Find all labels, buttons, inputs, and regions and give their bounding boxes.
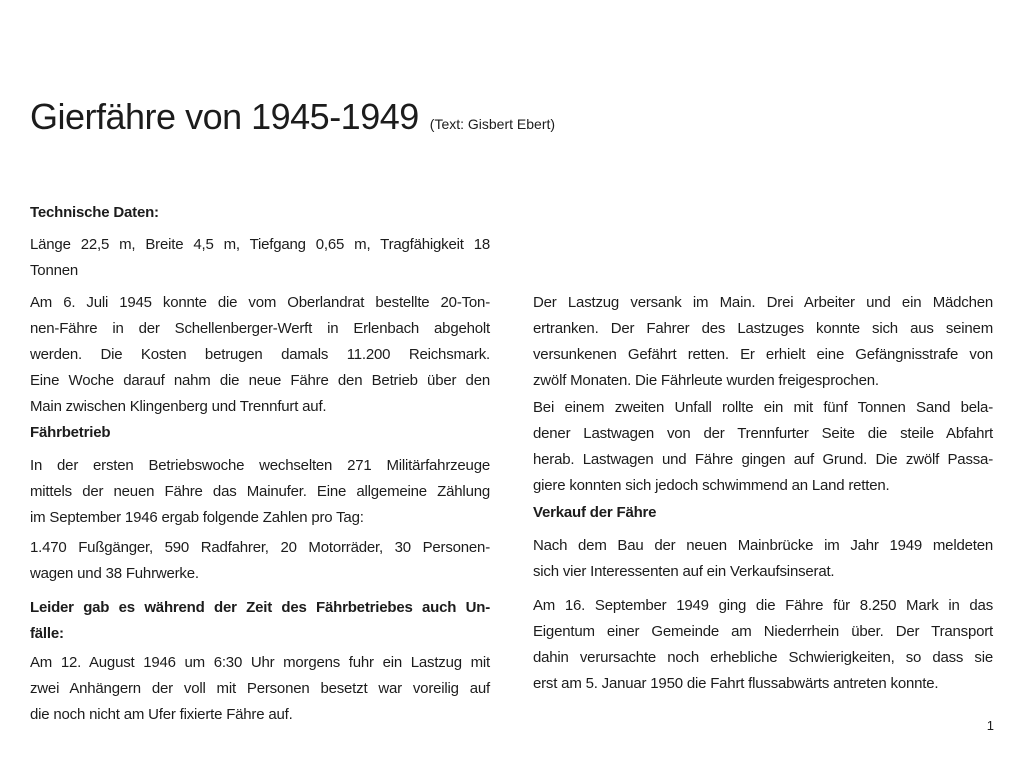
text-line: Am 6. Juli 1945 konnte die vom Oberlandrat bestellte 20-Ton- bbox=[30, 294, 490, 311]
text-line: Länge 22,5 m, Breite 4,5 m, Tiefgang 0,65 m, Tragfähigkeit 18 bbox=[30, 236, 490, 253]
paragraph-lastzug-versank bbox=[533, 290, 993, 394]
paragraph-faehre-abholung bbox=[30, 290, 490, 420]
section-heading-technische-daten bbox=[30, 200, 490, 226]
section-heading-faehrbetrieb bbox=[30, 420, 490, 446]
section-heading-verkauf bbox=[533, 500, 993, 526]
text-line: Eigentum einer Gemeinde am Niederrhein über. Der Transport bbox=[533, 623, 993, 640]
paragraph-unfall-2 bbox=[533, 395, 993, 499]
text-line: mittels der neuen Fähre das Mainufer. Eine allgemeine Zählung bbox=[30, 483, 490, 500]
text-line: Nach dem Bau der neuen Mainbrücke im Jahr 1949 meldeten bbox=[533, 537, 993, 554]
paragraph-verkauf-1949 bbox=[533, 593, 993, 697]
text-line: 1.470 Fußgänger, 590 Radfahrer, 20 Motorräder, 30 Personen- bbox=[30, 539, 490, 556]
text-line: Eine Woche darauf nahm die neue Fähre den Betrieb über den bbox=[30, 372, 490, 389]
text-line: Main zwischen Klingenberg und Trennfurt auf. bbox=[30, 398, 327, 415]
text-line: ertranken. Der Fahrer des Lastzuges konnte sich aus seinem bbox=[533, 320, 993, 337]
text-line: zwei Anhängern der voll mit Personen besetzt war voreilig auf bbox=[30, 680, 490, 697]
text-line: dener Lastwagen von der Trennfurter Seite die steile Abfahrt bbox=[533, 425, 993, 442]
text-line: Am 12. August 1946 um 6:30 Uhr morgens fuhr ein Lastzug mit bbox=[30, 654, 490, 671]
text-line: giere konnten sich jedoch schwimmend an Land retten. bbox=[533, 477, 890, 494]
title-credit: (Text: Gisbert Ebert) bbox=[429, 116, 556, 132]
heading-line: Technische Daten: bbox=[30, 204, 159, 221]
document-title-text: Gierfähre von 1945-1949 bbox=[30, 96, 419, 137]
page-number: 1 bbox=[986, 718, 994, 733]
text-line: herab. Lastwagen und Fähre gingen auf Grund. Die zwölf Passa- bbox=[533, 451, 993, 468]
text-line: versunkenen Gefährt retten. Er erhielt eine Gefängnisstrafe von bbox=[533, 346, 993, 363]
text-line: werden. Die Kosten betrugen damals 11.200 Reichsmark. bbox=[30, 346, 490, 363]
text-line: Bei einem zweiten Unfall rollte ein mit fünf Tonnen Sand bela- bbox=[533, 399, 993, 416]
text-line: Leider gab es während der Zeit des Fährbetriebes auch Un- bbox=[30, 599, 490, 616]
text-line: Tonnen bbox=[30, 262, 79, 279]
text-line: die noch nicht am Ufer fixierte Fähre auf. bbox=[30, 706, 293, 723]
text-line: nen-Fähre in der Schellenberger-Werft in Erlenbach abgeholt bbox=[30, 320, 490, 337]
paragraph-unfall-1 bbox=[30, 650, 490, 728]
paragraph-mainbruecke bbox=[533, 533, 993, 585]
text-line: im September 1946 ergab folgende Zahlen pro Tag: bbox=[30, 509, 364, 526]
text-line: erst am 5. Januar 1950 die Fahrt flussabwärts antreten konnte. bbox=[533, 675, 939, 692]
text-line: zwölf Monaten. Die Fährleute wurden freigesprochen. bbox=[533, 372, 879, 389]
text-line: wagen und 38 Fuhrwerke. bbox=[30, 565, 199, 582]
page-title bbox=[30, 97, 555, 144]
heading-line: Verkauf der Fähre bbox=[533, 504, 657, 521]
paragraph-technische-daten bbox=[30, 232, 490, 284]
heading-line: Fährbetrieb bbox=[30, 424, 111, 441]
text-line: sich vier Interessenten auf ein Verkaufsinserat. bbox=[533, 563, 835, 580]
paragraph-zaehlung bbox=[30, 535, 490, 587]
text-line: dahin verursachte noch erhebliche Schwierigkeiten, so dass sie bbox=[533, 649, 993, 666]
paragraph-betriebswoche bbox=[30, 453, 490, 531]
text-line: Der Lastzug versank im Main. Drei Arbeiter und ein Mädchen bbox=[533, 294, 993, 311]
text-line: fälle: bbox=[30, 625, 64, 642]
text-line: Am 16. September 1949 ging die Fähre für 8.250 Mark in das bbox=[533, 597, 993, 614]
paragraph-unfaelle-lead bbox=[30, 595, 490, 647]
text-line: In der ersten Betriebswoche wechselten 271 Militärfahrzeuge bbox=[30, 457, 490, 474]
